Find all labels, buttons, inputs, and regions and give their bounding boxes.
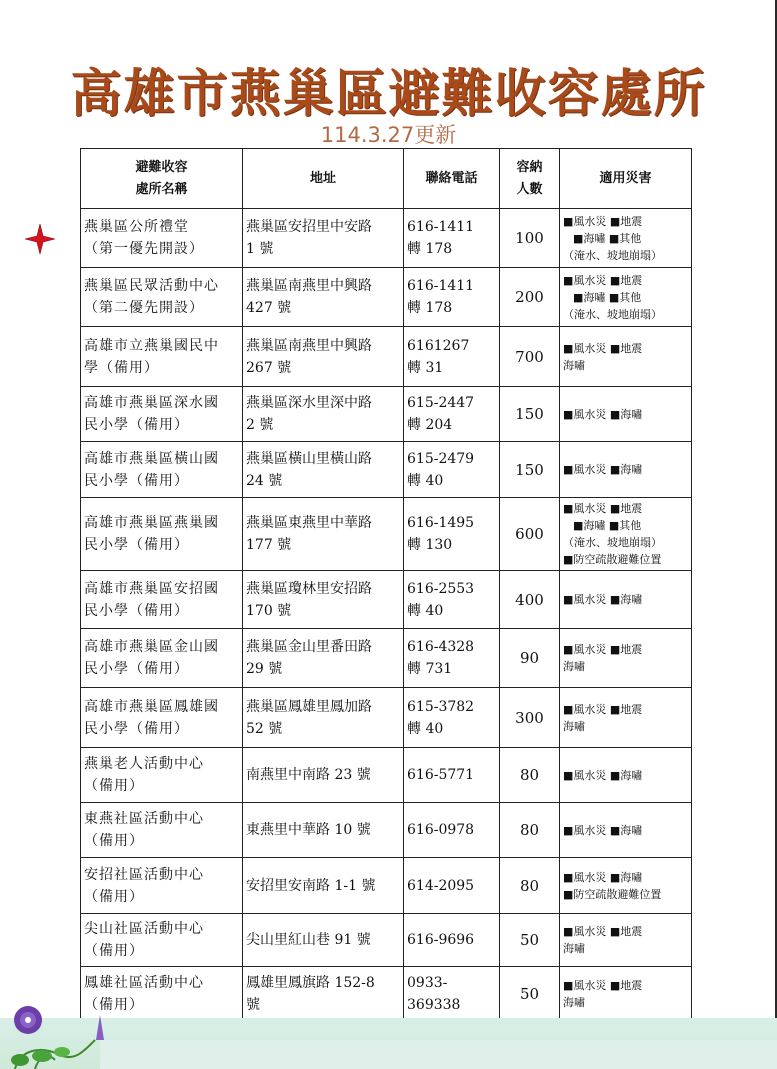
morning-glory-flower-icon: [0, 1000, 110, 1069]
shelter-name: 燕巢老人活動中心 （備用）: [81, 748, 243, 803]
shelter-capacity: 200: [500, 268, 560, 327]
shelter-address: 燕巢區橫山里橫山路 24 號: [243, 442, 404, 498]
shelter-capacity: 150: [500, 442, 560, 498]
table-row: [81, 442, 692, 498]
shelter-address: 燕巢區瓊林里安招路 170 號: [243, 571, 404, 629]
shelter-name: 高雄市燕巢區金山國 民小學（備用）: [81, 629, 243, 688]
shelter-disaster-types: ■風水災 ■海嘯: [560, 571, 692, 629]
shelter-capacity: 700: [500, 327, 560, 387]
shelter-capacity: 80: [500, 858, 560, 914]
table-row: [81, 748, 692, 803]
shelter-phone: 6161267 轉 31: [404, 327, 500, 387]
shelter-phone: 0933-369338: [404, 967, 500, 1021]
table-row: [81, 688, 692, 748]
shelter-capacity: 50: [500, 967, 560, 1021]
table-row: [81, 803, 692, 858]
red-star-icon: [24, 223, 56, 255]
shelter-name: 尖山社區活動中心 （備用）: [81, 914, 243, 967]
table-row: [81, 629, 692, 688]
shelter-disaster-types: ■風水災 ■海嘯: [560, 803, 692, 858]
shelter-capacity: 100: [500, 209, 560, 268]
table-row: [81, 571, 692, 629]
shelter-name: 高雄市燕巢區鳳雄國 民小學（備用）: [81, 688, 243, 748]
shelter-phone: 614-2095: [404, 858, 500, 914]
shelter-address: 燕巢區安招里中安路 1 號: [243, 209, 404, 268]
shelter-address: 鳳雄里鳳旗路 152-8 號: [243, 967, 404, 1021]
shelter-address: 尖山里紅山巷 91 號: [243, 914, 404, 967]
shelter-phone: 615-2447 轉 204: [404, 387, 500, 442]
shelter-capacity: 150: [500, 387, 560, 442]
shelter-name: 鳳雄社區活動中心 （備用）: [81, 967, 243, 1021]
shelter-capacity: 80: [500, 748, 560, 803]
updated-date: 114.3.27更新: [320, 123, 457, 147]
shelter-capacity: 80: [500, 803, 560, 858]
shelter-name: 高雄市燕巢區燕巢國 民小學（備用）: [81, 498, 243, 571]
shelter-name: 安招社區活動中心 （備用）: [81, 858, 243, 914]
shelter-name: 高雄市燕巢區安招國 民小學（備用）: [81, 571, 243, 629]
shelter-capacity: 50: [500, 914, 560, 967]
shelter-disaster-types: ■風水災 ■地震 海嘯: [560, 327, 692, 387]
shelter-address: 東燕里中華路 10 號: [243, 803, 404, 858]
shelter-name: 高雄市燕巢區橫山國 民小學（備用）: [81, 442, 243, 498]
shelter-capacity: 400: [500, 571, 560, 629]
shelter-address: 燕巢區南燕里中興路 427 號: [243, 268, 404, 327]
shelter-phone: 615-2479 轉 40: [404, 442, 500, 498]
shelter-phone: 616-0978: [404, 803, 500, 858]
shelter-address: 燕巢區深水里深中路 2 號: [243, 387, 404, 442]
shelter-capacity: 90: [500, 629, 560, 688]
shelter-address: 燕巢區南燕里中興路 267 號: [243, 327, 404, 387]
shelter-disaster-types: ■風水災 ■海嘯: [560, 748, 692, 803]
table-header-row: [81, 149, 692, 209]
table-row: [81, 209, 692, 268]
shelter-phone: 616-1411 轉 178: [404, 209, 500, 268]
ground-band: [100, 1040, 777, 1069]
shelter-disaster-types: ■風水災 ■地震 ■海嘯 ■其他 （淹水、坡地崩塌）: [560, 209, 692, 268]
shelter-disaster-types: ■風水災 ■地震 海嘯: [560, 629, 692, 688]
shelter-address: 燕巢區金山里番田路 29 號: [243, 629, 404, 688]
header-name: 避難收容 處所名稱: [81, 149, 243, 209]
shelter-phone: 616-5771: [404, 748, 500, 803]
shelter-disaster-types: ■風水災 ■地震 海嘯: [560, 688, 692, 748]
table-row: [81, 268, 692, 327]
table-row: [81, 498, 692, 571]
header-phone: 聯絡電話: [404, 149, 500, 209]
shelter-disaster-types: ■風水災 ■地震 ■海嘯 ■其他 （淹水、坡地崩塌）: [560, 268, 692, 327]
shelter-name: 燕巢區公所禮堂 （第一優先開設）: [81, 209, 243, 268]
shelter-name: 燕巢區民眾活動中心 （第二優先開設）: [81, 268, 243, 327]
shelter-disaster-types: ■風水災 ■地震 ■海嘯 ■其他 （淹水、坡地崩塌） ■防空疏散避難位置: [560, 498, 692, 571]
header-capacity: 容納 人數: [500, 149, 560, 209]
table-row: [81, 327, 692, 387]
shelter-name: 高雄市燕巢區深水國 民小學（備用）: [81, 387, 243, 442]
table-row: [81, 387, 692, 442]
shelter-address: 燕巢區鳳雄里鳳加路 52 號: [243, 688, 404, 748]
shelter-phone: 616-2553 轉 40: [404, 571, 500, 629]
table-row: [81, 914, 692, 967]
shelter-disaster-types: ■風水災 ■海嘯 ■防空疏散避難位置: [560, 858, 692, 914]
shelter-disaster-types: ■風水災 ■海嘯: [560, 442, 692, 498]
shelter-address: 南燕里中南路 23 號: [243, 748, 404, 803]
header-address: 地址: [243, 149, 404, 209]
table-row: [81, 967, 692, 1021]
shelter-phone: 615-3782 轉 40: [404, 688, 500, 748]
shelter-address: 燕巢區東燕里中華路 177 號: [243, 498, 404, 571]
shelter-name: 高雄市立燕巢國民中 學（備用）: [81, 327, 243, 387]
shelter-disaster-types: ■風水災 ■海嘯: [560, 387, 692, 442]
shelter-phone: 616-1411 轉 178: [404, 268, 500, 327]
header-disaster-type: 適用災害: [560, 149, 692, 209]
shelter-address: 安招里安南路 1-1 號: [243, 858, 404, 914]
shelter-capacity: 600: [500, 498, 560, 571]
shelter-disaster-types: ■風水災 ■地震 海嘯: [560, 967, 692, 1021]
shelter-phone: 616-1495 轉 130: [404, 498, 500, 571]
table-row: [81, 858, 692, 914]
shelter-phone: 616-4328 轉 731: [404, 629, 500, 688]
shelter-disaster-types: ■風水災 ■地震 海嘯: [560, 914, 692, 967]
shelter-phone: 616-9696: [404, 914, 500, 967]
page-title: 高雄市燕巢區避難收容處所: [70, 64, 707, 124]
shelter-table: [80, 148, 692, 1021]
shelter-capacity: 300: [500, 688, 560, 748]
shelter-name: 東燕社區活動中心 （備用）: [81, 803, 243, 858]
